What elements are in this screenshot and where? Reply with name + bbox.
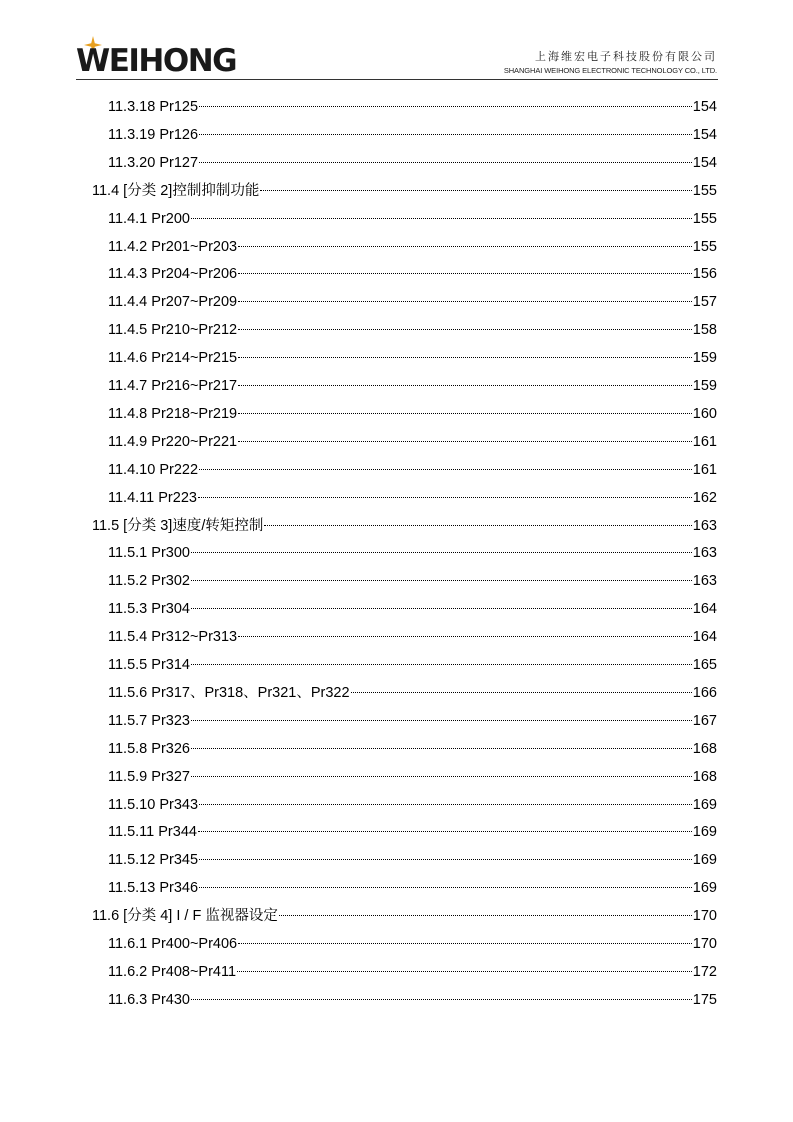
toc-dot-leader <box>238 273 692 274</box>
toc-entry-title: 11.3.19 Pr126 <box>108 126 199 143</box>
toc-page-number: 166 <box>692 684 717 701</box>
toc-page-number: 164 <box>692 629 717 646</box>
company-name-english: SHANGHAI WEIHONG ELECTRONIC TECHNOLOGY CO., LTD. <box>503 66 717 75</box>
toc-subsection-entry[interactable] <box>108 431 717 453</box>
toc-subsection-entry[interactable] <box>108 654 717 676</box>
toc-subsection-entry[interactable] <box>108 598 717 620</box>
toc-dot-leader <box>191 608 692 609</box>
toc-entry-title: 11.5.12 Pr345 <box>108 852 199 869</box>
toc-dot-leader <box>238 301 692 302</box>
toc-entry-title: 11.4 [分类 2]控制抑制功能 <box>92 182 260 199</box>
toc-page-number: 162 <box>692 489 717 506</box>
company-name-chinese: 上海维宏电子科技股份有限公司 <box>535 50 717 63</box>
toc-page-number: 169 <box>692 824 717 841</box>
toc-dot-leader <box>199 887 692 888</box>
header-divider <box>76 79 718 80</box>
toc-subsection-entry[interactable] <box>108 487 717 509</box>
toc-page-number: 170 <box>692 936 717 952</box>
toc-dot-leader <box>238 246 692 247</box>
toc-page-number: 163 <box>692 517 717 534</box>
toc-entry-title: 11.4.10 Pr222 <box>108 461 199 478</box>
toc-page-number: 154 <box>692 126 717 143</box>
toc-subsection-entry[interactable] <box>108 96 717 118</box>
toc-page-number: 169 <box>692 880 717 897</box>
toc-entry-title: 11.4.2 Pr201~Pr203 <box>108 238 238 255</box>
toc-subsection-entry[interactable] <box>108 682 717 704</box>
toc-dot-leader <box>238 385 692 386</box>
toc-entry-title: 11.5.1 Pr300 <box>108 545 190 562</box>
toc-subsection-entry[interactable] <box>108 933 717 955</box>
toc-entry-title: 11.5.2 Pr302 <box>108 573 190 590</box>
toc-subsection-entry[interactable] <box>108 152 717 174</box>
toc-dot-leader <box>238 329 692 330</box>
toc-entry-title: 11.4.3 Pr204~Pr206 <box>108 266 238 283</box>
toc-subsection-entry[interactable] <box>108 403 717 425</box>
toc-dot-leader <box>191 218 692 219</box>
toc-entry-title: 11.4.7 Pr216~Pr217 <box>108 378 238 394</box>
toc-subsection-entry[interactable] <box>108 961 717 983</box>
toc-entry-title: 11.6.2 Pr408~Pr411 <box>108 963 237 980</box>
toc-page-number: 169 <box>692 796 717 813</box>
toc-dot-leader <box>238 357 692 358</box>
toc-page-number: 159 <box>692 350 717 367</box>
toc-dot-leader <box>199 162 692 163</box>
toc-dot-leader <box>237 971 692 972</box>
toc-subsection-entry[interactable] <box>108 849 717 871</box>
toc-page-number: 172 <box>692 963 717 980</box>
toc-dot-leader <box>199 134 692 135</box>
toc-subsection-entry[interactable] <box>108 738 717 760</box>
toc-subsection-entry[interactable] <box>108 291 717 313</box>
toc-page-number: 158 <box>692 322 717 339</box>
toc-entry-title: 11.4.5 Pr210~Pr212 <box>108 322 238 339</box>
toc-dot-leader <box>191 776 692 777</box>
toc-page-number: 175 <box>692 991 717 1008</box>
toc-subsection-entry[interactable] <box>108 124 717 146</box>
toc-entry-title: 11.5.4 Pr312~Pr313 <box>108 629 238 646</box>
toc-page-number: 170 <box>692 908 717 925</box>
toc-dot-leader <box>191 580 692 581</box>
toc-dot-leader <box>351 692 692 693</box>
toc-page-number: 155 <box>692 182 717 199</box>
toc-dot-leader <box>264 525 691 526</box>
toc-page-number: 163 <box>692 573 717 590</box>
toc-entry-title: 11.5.6 Pr317、Pr318、Pr321、Pr322 <box>108 684 350 701</box>
toc-subsection-entry[interactable] <box>108 821 717 843</box>
toc-subsection-entry[interactable] <box>108 570 717 592</box>
toc-dot-leader <box>191 720 692 721</box>
toc-subsection-entry[interactable] <box>108 375 717 397</box>
toc-dot-leader <box>199 804 692 805</box>
toc-entry-title: 11.5.13 Pr346 <box>108 880 199 897</box>
toc-page-number: 161 <box>692 433 717 450</box>
toc-dot-leader <box>279 915 692 916</box>
toc-entry-title: 11.5.8 Pr326 <box>108 740 190 757</box>
toc-entry-title: 11.5.3 Pr304 <box>108 601 190 618</box>
toc-entry-title: 11.4.4 Pr207~Pr209 <box>108 294 238 311</box>
toc-entry-title: 11.3.20 Pr127 <box>108 154 199 171</box>
toc-page-number: 154 <box>692 154 717 171</box>
toc-subsection-entry[interactable] <box>108 542 717 564</box>
toc-page-number: 154 <box>692 99 717 115</box>
toc-page-number: 160 <box>692 405 717 422</box>
toc-page-number: 161 <box>692 461 717 478</box>
toc-entry-title: 11.4.11 Pr223 <box>108 489 197 506</box>
toc-dot-leader <box>238 441 692 442</box>
toc-entry-title: 11.4.8 Pr218~Pr219 <box>108 405 238 422</box>
toc-page-number: 157 <box>692 294 717 311</box>
toc-dot-leader <box>260 190 691 191</box>
toc-entry-title: 11.6 [分类 4] I / F 监视器设定 <box>92 908 278 925</box>
toc-entry-title: 11.5.10 Pr343 <box>108 796 199 813</box>
toc-section-entry[interactable] <box>92 180 717 202</box>
toc-entry-title: 11.5.11 Pr344 <box>108 824 197 841</box>
toc-page-number: 159 <box>692 378 717 394</box>
toc-subsection-entry[interactable] <box>108 626 717 648</box>
toc-subsection-entry[interactable] <box>108 347 717 369</box>
company-logo: WEIHONG <box>76 43 237 79</box>
toc-page-number: 169 <box>692 852 717 869</box>
toc-entry-title: 11.4.9 Pr220~Pr221 <box>108 433 238 450</box>
toc-entry-title: 11.5.7 Pr323 <box>108 712 190 729</box>
toc-section-entry[interactable] <box>92 515 717 537</box>
toc-dot-leader <box>191 552 692 553</box>
toc-page-number: 164 <box>692 601 717 618</box>
toc-entry-title: 11.3.18 Pr125 <box>108 99 199 115</box>
toc-dot-leader <box>238 943 692 944</box>
toc-dot-leader <box>191 999 692 1000</box>
toc-page-number: 155 <box>692 238 717 255</box>
toc-dot-leader <box>198 497 692 498</box>
toc-subsection-entry[interactable] <box>108 710 717 732</box>
toc-page-number: 168 <box>692 740 717 757</box>
toc-page-number: 167 <box>692 712 717 729</box>
toc-entry-title: 11.4.1 Pr200 <box>108 210 190 227</box>
toc-page-number: 163 <box>692 545 717 562</box>
toc-entry-title: 11.6.3 Pr430 <box>108 991 190 1008</box>
toc-subsection-entry[interactable] <box>108 263 717 285</box>
toc-page-number: 165 <box>692 657 717 673</box>
toc-dot-leader <box>198 831 692 832</box>
toc-subsection-entry[interactable] <box>108 766 717 788</box>
page-header <box>0 0 793 82</box>
toc-entry-title: 11.6.1 Pr400~Pr406 <box>108 936 238 952</box>
toc-subsection-entry[interactable] <box>108 459 717 481</box>
toc-dot-leader <box>191 748 692 749</box>
toc-entry-title: 11.4.6 Pr214~Pr215 <box>108 350 238 367</box>
toc-section-entry[interactable] <box>92 905 717 927</box>
toc-dot-leader <box>238 636 692 637</box>
toc-entry-title: 11.5 [分类 3]速度/转矩控制 <box>92 517 264 534</box>
toc-subsection-entry[interactable] <box>108 989 717 1011</box>
toc-subsection-entry[interactable] <box>108 208 717 230</box>
toc-page-number: 155 <box>692 210 717 227</box>
toc-dot-leader <box>199 106 692 107</box>
toc-entry-title: 11.5.9 Pr327 <box>108 768 190 785</box>
toc-page-number: 168 <box>692 768 717 785</box>
toc-subsection-entry[interactable] <box>108 236 717 258</box>
toc-entry-title: 11.5.5 Pr314 <box>108 657 190 673</box>
toc-subsection-entry[interactable] <box>108 877 717 899</box>
toc-subsection-entry[interactable] <box>108 319 717 341</box>
toc-dot-leader <box>191 664 692 665</box>
toc-dot-leader <box>199 469 692 470</box>
toc-dot-leader <box>199 859 692 860</box>
toc-subsection-entry[interactable] <box>108 794 717 816</box>
toc-dot-leader <box>238 413 692 414</box>
toc-page-number: 156 <box>692 266 717 283</box>
